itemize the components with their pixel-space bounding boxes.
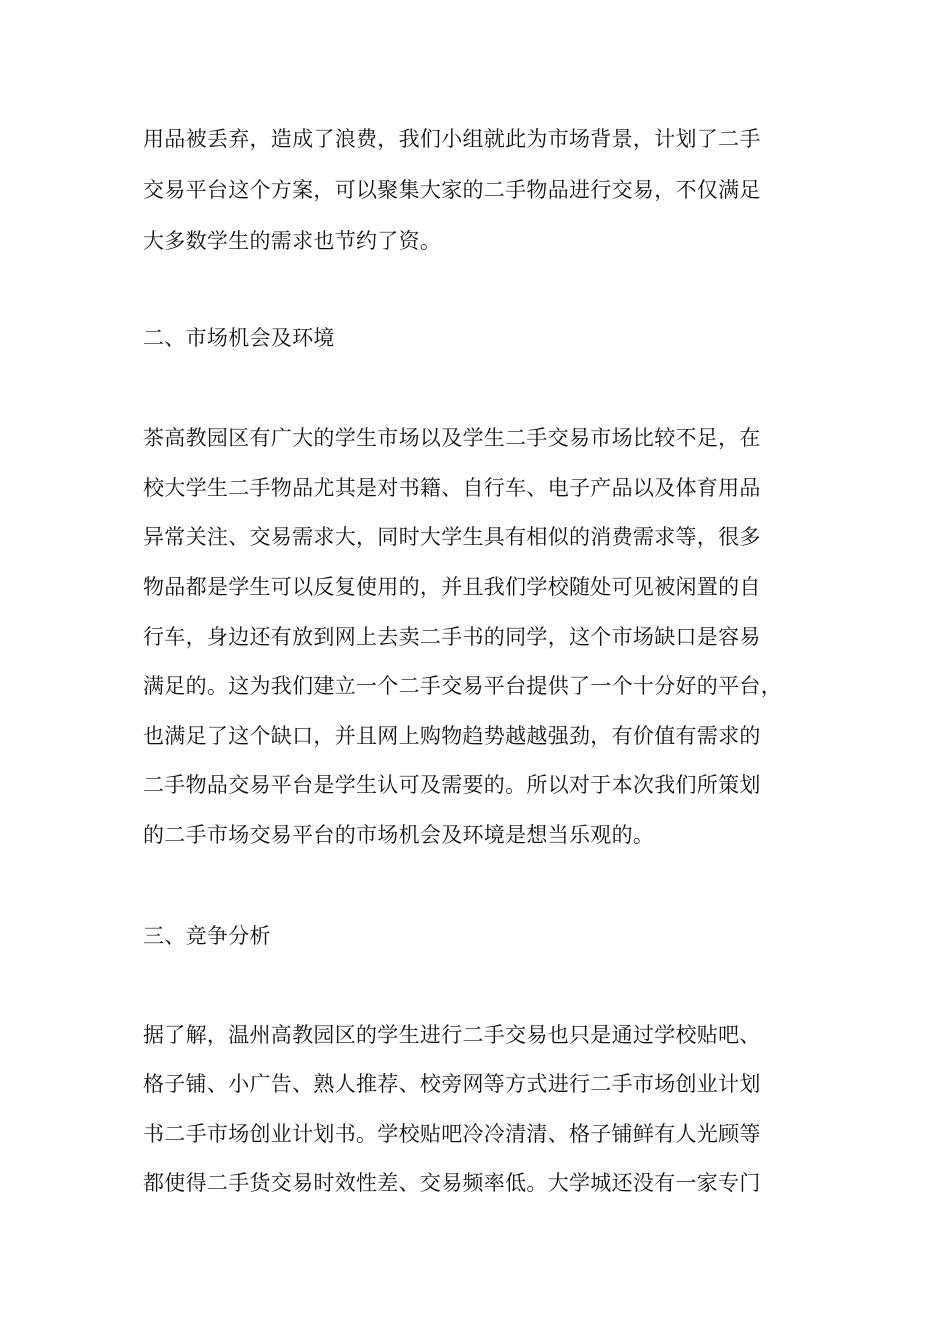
section-3-line-1: 据了解，温州高教园区的学生进行二手交易也只是通过学校贴吧、 — [143, 1023, 761, 1047]
intro-line-2: 交易平台这个方案，可以聚集大家的二手物品进行交易，不仅满足 — [143, 178, 761, 202]
section-3-line-2: 格子铺、小广告、熟人推荐、校旁网等方式进行二手市场创业计划 — [143, 1072, 761, 1096]
section-2-line-4: 物品都是学生可以反复使用的，并且我们学校随处可见被闲置的自 — [143, 575, 761, 599]
section-3-line-4: 都使得二手货交易时效性差、交易频率低。大学城还没有一家专门 — [143, 1171, 761, 1195]
section-2-line-2: 校大学生二手物品尤其是对书籍、自行车、电子产品以及体育用品 — [143, 476, 761, 500]
intro-line-3: 大多数学生的需求也节约了资。 — [143, 229, 442, 253]
intro-line-1: 用品被丢弃，造成了浪费，我们小组就此为市场背景，计划了二手 — [143, 127, 761, 151]
section-2-line-3: 异常关注、交易需求大，同时大学生具有相似的消费需求等，很多 — [143, 525, 761, 549]
section-2-line-8: 二手物品交易平台是学生认可及需要的。所以对于本次我们所策划 — [143, 773, 761, 797]
section-2-line-6: 满足的。这为我们建立一个二手交易平台提供了一个十分好的平台， — [143, 674, 782, 698]
section-2-line-9: 的二手市场交易平台的市场机会及环境是想当乐观的。 — [143, 823, 655, 847]
section-3-heading: 三、竞争分析 — [143, 924, 271, 948]
section-2-line-1: 茶高教园区有广大的学生市场以及学生二手交易市场比较不足，在 — [143, 426, 761, 450]
section-2-line-5: 行车，身边还有放到网上去卖二手书的同学，这个市场缺口是容易 — [143, 625, 761, 649]
section-3-line-3: 书二手市场创业计划书。学校贴吧冷冷清清、格子铺鲜有人光顾等 — [143, 1122, 761, 1146]
section-2-heading: 二、市场机会及环境 — [143, 326, 335, 350]
section-2-line-7: 也满足了这个缺口，并且网上购物趋势越越强劲，有价值有需求的 — [143, 724, 761, 748]
